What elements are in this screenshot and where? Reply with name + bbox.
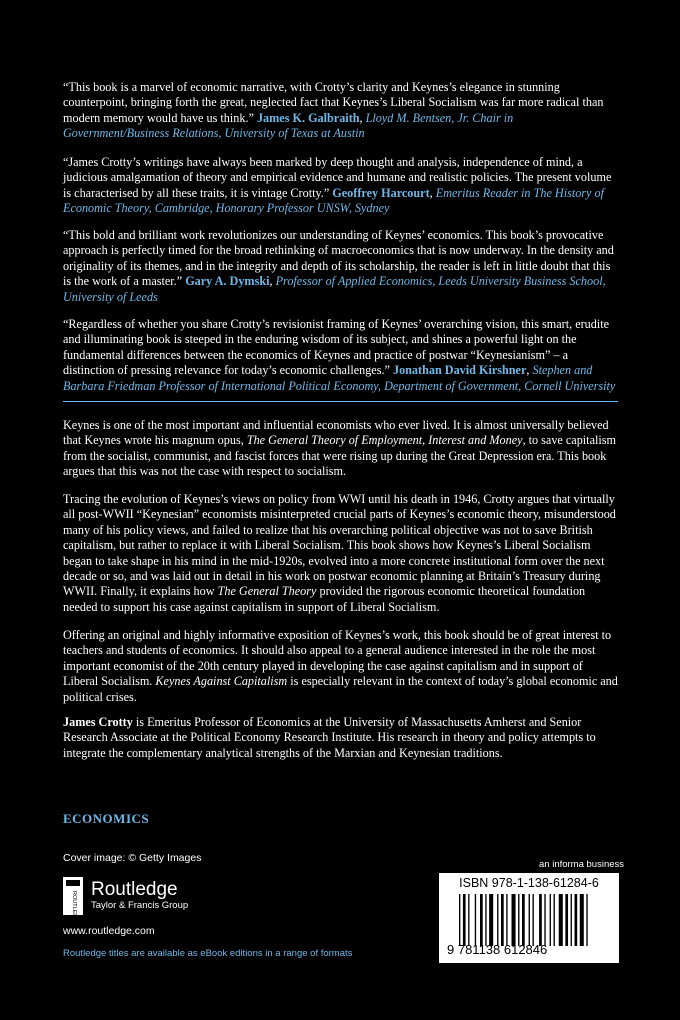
endorsement-quote: “This book is a marvel of economic narrative, with Crotty’s clarity and Keynes’s elegance in stunning counterpoint, bringing forth the great, neglected fact that Keynes’s Liberal Socialism was far more radical than modern memory would have us think.” James K. Galbraith, Lloyd M. Bentsen, Jr. Chair in Government/Business Relations, University of Texas at Austin	[63, 80, 604, 141]
description-text: is especially relevant in the context of today’s global economic and political crises.	[63, 674, 618, 704]
description-text: Offering an original and highly informative exposition of Keynes’s work, this book should be of great interest to teachers and students of economics. It should also appeal to a general audience interested in the role the most important economist of the 20th century played in developing the case against capitalism and in support of Liberal Socialism.	[63, 628, 612, 689]
description-paragraph	[63, 418, 619, 480]
barcode-icon	[459, 894, 607, 946]
endorser-name: Jonathan David Kirshner	[392, 363, 527, 378]
book-title-italic: Keynes Against Capitalism	[155, 674, 288, 689]
category-label: ECONOMICS	[63, 811, 150, 826]
logo-mark-text: ROUTLEDGE	[71, 891, 77, 915]
author-bio	[63, 715, 619, 761]
isbn-barcode: ISBN 978-1-138-61284-6 9 781138 612846	[439, 873, 619, 963]
quote-text: “Regardless of whether you share Crotty’s revisionist framing of Keynes’ overarching vision, this smart, erudite and illuminating book is steeped in the enduring wisdom of its subject, and shines a powerful light on the fundamental differences between the economics of Keynes and practice of postwar “Keynesianism” – a distinction of pressing relevance for today’s economic challenges.”	[63, 317, 610, 378]
description-text: , to save capitalism from the socialist, communist, and fascist forces that were rising up during the Great Depression era. This book argues that this was not the case with respect to socialism.	[63, 433, 616, 479]
publisher-name: Routledge	[91, 879, 178, 900]
cover-credit: Cover image: © Getty Images	[63, 852, 202, 864]
divider-rule	[63, 401, 618, 402]
publisher-website: www.routledge.com	[63, 925, 155, 937]
quote-text: “This bold and brilliant work revolutionizes our understanding of Keynes’ economics. This book’s provocative approach is perfectly timed for the broad rethinking of macroeconomics that is now underway. In the density and originality of its themes, and in the integrity and depth of its scholarship, the reader is left in little doubt that this is the work of a master.”	[63, 228, 614, 289]
endorser-name: James K. Galbraith	[256, 110, 360, 125]
endorsement-quote: “James Crotty’s writings have always been marked by deep thought and analysis, independence of mind, a judicious amalgamation of theory and empirical evidence and humane and realistic policies. The present volume is characterised by all these traits, it is vintage Crotty.” Geoffrey Harcourt, Emeritus Reader in The History of Economic Theory, Cambridge, Honorary Professor UNSW, Sydney	[63, 155, 612, 216]
publisher-group: Taylor & Francis Group	[91, 900, 189, 911]
author-name: James Crotty	[63, 715, 133, 729]
endorser-affiliation: Emeritus Reader in The History of Economic Theory, Cambridge, Honorary Professor UNSW, Sydney	[63, 185, 604, 216]
isbn-label: ISBN 978-1-138-61284-6	[459, 876, 599, 890]
publisher-logo	[63, 877, 188, 915]
endorser-name: Gary A. Dymski	[185, 274, 270, 289]
endorsement-quote: “Regardless of whether you share Crotty’s revisionist framing of Keynes’ overarching vision, this smart, erudite and illuminating book is steeped in the enduring wisdom of its subject, and shines a powerful light on the fundamental differences between the economics of Keynes and practice of postwar “Keynesianism” – a distinction of pressing relevance for today’s economic challenges.” Jonathan David Kirshner, Stephen and Barbara Friedman Professor of International Political Economy, Department of Government, Cornell University	[63, 317, 616, 393]
endorser-name: Geoffrey Harcourt	[332, 185, 430, 200]
quote-text: “This book is a marvel of economic narrative, with Crotty’s clarity and Keynes’s elegance in stunning counterpoint, bringing forth the great, neglected fact that Keynes’s Liberal Socialism was far more radical than modern memory would have us think.”	[63, 80, 604, 125]
ebook-note: Routledge titles are available as eBook editions in a range of formats	[63, 948, 353, 959]
endorsement-quote: “This bold and brilliant work revolutionizes our understanding of Keynes’ economics. This book’s provocative approach is perfectly timed for the broad rethinking of macroeconomics that is now underway. In the density and originality of its themes, and in the integrity and depth of its scholarship, the reader is left in little doubt that this is the work of a master.” Gary A. Dymski, Professor of Applied Economics, Leeds University Business School, University of Leeds	[63, 228, 614, 304]
description-text: Tracing the evolution of Keynes’s views on policy from WWI until his death in 1946, Crotty argues that virtually all post-WWII “Keynesian” economists misinterpreted crucial parts of Keynes’s economic theory, misunderstood many of his policy views, and failed to realize that his overarching political objective was not to save British capitalism, but rather to replace it with Liberal Socialism. This book shows how Keynes’s Liberal Socialism began to take shape in his mind in the mid-1920s, evolved into a more concrete institutional form over the next decade or so, and was laid out in detail in his work on postwar economic planning at Britain’s Treasury during WWII. Finally, it explains how	[63, 492, 616, 599]
endorser-affiliation: Stephen and Barbara Friedman Professor of International Political Economy, Department of Government, Cornell University	[63, 363, 616, 393]
endorser-affiliation: Professor of Applied Economics, Leeds University Business School, University of Leeds	[63, 274, 606, 304]
author-bio-text: is Emeritus Professor of Economics at the University of Massachusetts Amherst and Senior Research Associate at the Political Economy Research Institute. His research in theory and policy attempts to integrate the complementary analytical strengths of the Marxian and Keynesian traditions.	[63, 715, 596, 760]
book-title-italic: The General Theory of Employment, Interest and Money	[246, 433, 523, 448]
description-paragraph	[63, 628, 619, 705]
routledge-logo-icon	[63, 877, 83, 915]
endorser-affiliation: Lloyd M. Bentsen, Jr. Chair in Government/Business Relations, University of Texas at Austin	[63, 110, 514, 141]
description-text: provided the rigorous economic theoretical foundation needed to support his case against capitalism in support of Liberal Socialism.	[63, 584, 586, 614]
informa-tagline: an informa business	[539, 859, 625, 870]
description-text: Keynes is one of the most important and influential economists who ever lived. It is almost universally believed that Keynes wrote his magnum opus,	[63, 418, 609, 448]
quote-text: “James Crotty’s writings have always been marked by deep thought and analysis, independence of mind, a judicious amalgamation of theory and empirical evidence and humane and realistic policies. The present volume is characterised by all these traits, it is vintage Crotty.”	[63, 155, 612, 200]
description-paragraph	[63, 492, 619, 615]
book-title-italic: The General Theory	[217, 584, 317, 599]
